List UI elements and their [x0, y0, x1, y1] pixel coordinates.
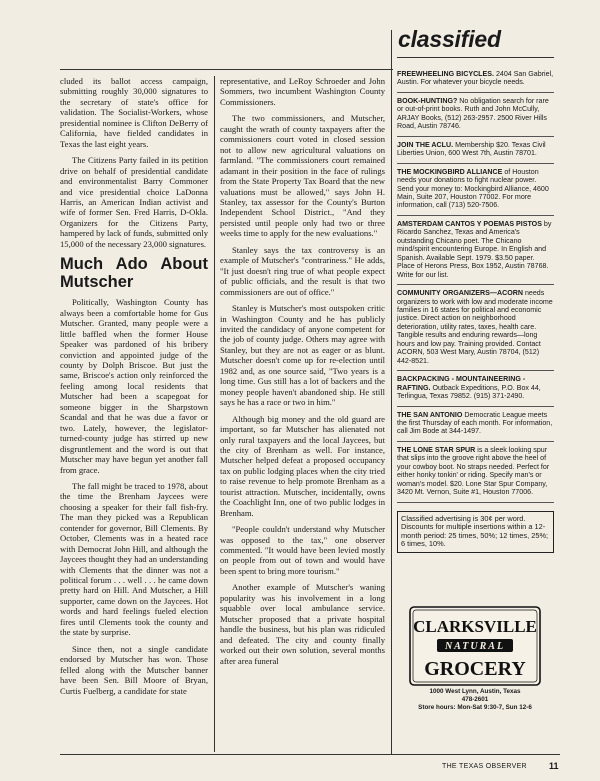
ad-lead: THE LONE STAR SPUR — [397, 445, 476, 454]
logo-top-text: CLARKSVILLE — [413, 617, 537, 636]
article-paragraph: Since then, not a single candidate endorsed by Mutscher has won. Those felled along with the Mutscher banner have been Sen. Bill Moore of Bryan, Curtis Fuelberg, a candidate for state — [60, 643, 208, 696]
ad-body: Outback Expeditions, P.O. Box 44, Terlingua, Texas 79852. (915) 371-2490. — [397, 383, 541, 401]
ad-body: by Ricardo Sanchez, Texas and America's outstanding Chicano poet. The Chicano mind/spirit encountering Europe. In English and Spanish. Available Sept. 1979. $3.50 paper. Place of Herons Press, Box 1952, Austin 78768. Write for our list. — [397, 219, 552, 279]
ad-lead: AMSTERDAM CANTOS Y POEMAS PISTOS — [397, 219, 542, 228]
grocery-logo-art — [409, 606, 541, 686]
classified-ad — [397, 407, 554, 442]
article-paragraph: cluded its ballot access campaign, submitting roughly 30,000 signatures to the secretary of state's office for validation. The Socialist-Workers, whose presidential nominee is Clifton DeBerry of California, have fielded candidates in Texas the last eight years. — [60, 76, 208, 149]
classified-ad — [397, 93, 554, 137]
article-paragraph: Politically, Washington County has always been a comfortable home for Gus Mutscher. Granted, many people were a little baffled when the former House Speaker was pardoned of his bribery conviction and appointed judge of the county by Dolph Briscoe. But just the same, Briscoe's action only reinforced the feeling among local residents that Mutscher had been a scapegoat for someone bigger in the Sharpstown Scandal and that he was due a favor or two. Lately, however, the legislator-turned-county judge has stirred up new disgruntlement and the word is out that Mutscher may have begun yet another fall from grace. — [60, 297, 208, 475]
ad-body: Membership $20. Texas Civil Liberties Union, 600 West 7th, Austin 78701. — [397, 140, 546, 158]
ad-body: No obligation search for rare or out-of-print books. Ruth and John McCully, ARJAY Books, (512) 263-2957. 2500 River Hills Road, Austin 78746. — [397, 96, 549, 131]
ad-lead: FREEWHEELING BICYCLES. — [397, 70, 494, 78]
article-paragraph: Stanley says the tax controversy is an example of Mutscher's "contrariness." He adds, "It just doesn't ring true of what people expect of public officials, and the result is that two commissioners are out of office." — [220, 244, 385, 297]
ad-lead: THE SAN ANTONIO — [397, 410, 463, 419]
grocery-logo — [409, 606, 541, 686]
article-column-2 — [220, 76, 385, 672]
display-ad-hours: Store hours: Mon-Sat 9:30-7, Sun 12-6 — [418, 704, 532, 711]
logo-bottom-text: GROCERY — [424, 658, 526, 680]
classified-ad — [397, 371, 554, 406]
classified-ad — [397, 164, 554, 216]
ad-body: needs organizers to work with low and moderate income families in 16 states for political and economic justice. Direct action on neighborhood deterioration, utility rates, taxes, health care. Tangible results and enduring rewards—long hours and low pay. Training provided. Contact ACORN, 503 West Mary, Austin 78704, (512) 442-8521. — [397, 289, 553, 365]
classified-rates-box: Classified advertising is 30¢ per word. Discounts for multiple insertions within a 12-month period: 25 times, 50%; 12 times, 25%; 6 times, 10%. — [397, 511, 554, 553]
logo-mid-text: NATURAL — [444, 641, 506, 652]
grocery-display-ad — [405, 606, 545, 736]
article-paragraph: representative, and LeRoy Schroeder and John Sommers, two incumbent Washington County Commissioners. — [220, 76, 385, 107]
page-number: 11 — [549, 761, 559, 771]
article-paragraph: The Citizens Party failed in its petition drive on behalf of presidential candidate and environmentalist Barry Commoner and vice presidential choice LaDonna Harris, an American Indian activist and wife of former Sen. Fred Harris, D-Okla. Organizers for the Citizens Party, hampered by lack of funds, submitted only 15,000 of the necessary 23,000 signatures. — [60, 155, 208, 249]
classified-divider — [391, 30, 392, 754]
article-paragraph: Another example of Mutscher's waning popularity was his involvement in a long squabble over local ambulance service. Mutscher proposed that a private hospital handle the business, but his plan was ridiculed and defeated. The city and county finally worked out their own solution, several months after area funeral — [220, 582, 385, 666]
display-ad-details — [405, 688, 545, 712]
footer-publication: THE TEXAS OBSERVER — [442, 763, 527, 770]
top-rule — [60, 69, 393, 70]
article-paragraph: Stanley is Mutscher's most outspoken critic in Washington County and he has publicly invited the candidacy of anyone competent for the job of county judge. Others may agree with Stanley, but they are not as eager or as blunt. Mutscher doesn't come up for re-election until 1982 and, as one source said, "Two years is a long time. Gus still has a lot of backers and the money people haven't abandoned ship. He still says he has a race or two in him." — [220, 303, 385, 408]
footer-rule — [60, 754, 560, 755]
ad-lead: BOOK-HUNTING? — [397, 96, 458, 105]
classified-ad — [397, 66, 554, 93]
classified-ad — [397, 216, 554, 285]
article-column-1 — [60, 76, 208, 702]
article-paragraph: The fall might be traced to 1978, about the time the Brenham Jaycees were choosing a speaker for their fall fish-fry. The man they picked was a Republican contender for governor, Bill Clements. By October, Clements was in a heated race with Democrat John Hill, and although the Jaycees thought they had an understanding with Clements that the dinner was not a political forum . . . well . . . he came down pretty hard on Hill. And Mutscher, a Hill supporter, came down on the Jaycees. Hot words and hard feelings fueled election fires until Clements took the county and the state by surprise. — [60, 480, 208, 638]
classified-ad — [397, 442, 554, 503]
column-divider — [214, 76, 215, 752]
classified-heading: classified — [398, 26, 501, 52]
ad-lead: COMMUNITY ORGANIZERS—ACORN — [397, 289, 523, 298]
classified-ads-list — [397, 66, 554, 553]
display-ad-phone: 478-2601 — [461, 696, 489, 703]
ad-body: is a sleek looking spur that slips into the groove right above the heel of your cowboy boot. No straps needed. Perfect for either honky tonkin' or riding. Specify man's or woman's model. $20. Lone Star Spur Company, 3420 Mt. Vernon, Suite #1, Houston 77006. — [397, 445, 550, 497]
article-paragraph: Although big money and the old guard are important, so far Mutscher has alienated not only rural taxpayers and the local Jaycees, but the city of Brenham as well. For instance, Mutscher helped defeat a proposed occupancy tax on public lodging places when the city tried to raise revenue to help promote Brenham as a tourist attraction. Mutscher, incidentally, owns the Coachlight Inn, one of two public lodges in Brenham. — [220, 413, 385, 518]
display-ad-address: 1000 West Lynn, Austin, Texas — [429, 688, 521, 695]
article-paragraph: The two commissioners, and Mutscher, caught the wrath of county taxpayers after the commissioners court voted in closed session not to allow new agricultural valuations on farmland. "The commissioners court remained adamant in their position in the face of rulings from the State Property Tax Board that the new valuations must be allowed," says John H. Stanley, tax assessor for the County's Burton Independent School District., "And they persisted until people only had two or three weeks time to apply for the new evaluations." — [220, 113, 385, 239]
ad-body: of Houston needs your donations to fight nuclear power. Send your money to: Mockingbird Alliance, 4600 Main, Suite 207, Houston 77002. For more information, call (713) 520-7506. — [397, 167, 549, 210]
ad-body: 2404 San Gabriel, Austin. For whatever your bicycle needs. — [397, 70, 554, 87]
ad-lead: JOIN THE ACLU. — [397, 140, 454, 149]
article-paragraph: "People couldn't understand why Mutscher was opposed to the tax," one observer commented. "It would have been levied mostly on people from out of town and would have been spent to bring more tourism." — [220, 524, 385, 576]
ad-body: Democratic League meets the first Thursday of each month. For information, call Jim Bode at 344-1497. — [397, 410, 553, 436]
classified-heading-rule — [397, 57, 554, 58]
story-headline: Much Ado About Mutscher — [60, 255, 208, 292]
ad-lead: THE MOCKINGBIRD ALLIANCE — [397, 167, 503, 176]
classified-ad — [397, 285, 554, 371]
ad-lead: BACKPACKING - MOUNTAINEERING - RAFTING. — [397, 375, 526, 392]
classified-ad — [397, 137, 554, 164]
